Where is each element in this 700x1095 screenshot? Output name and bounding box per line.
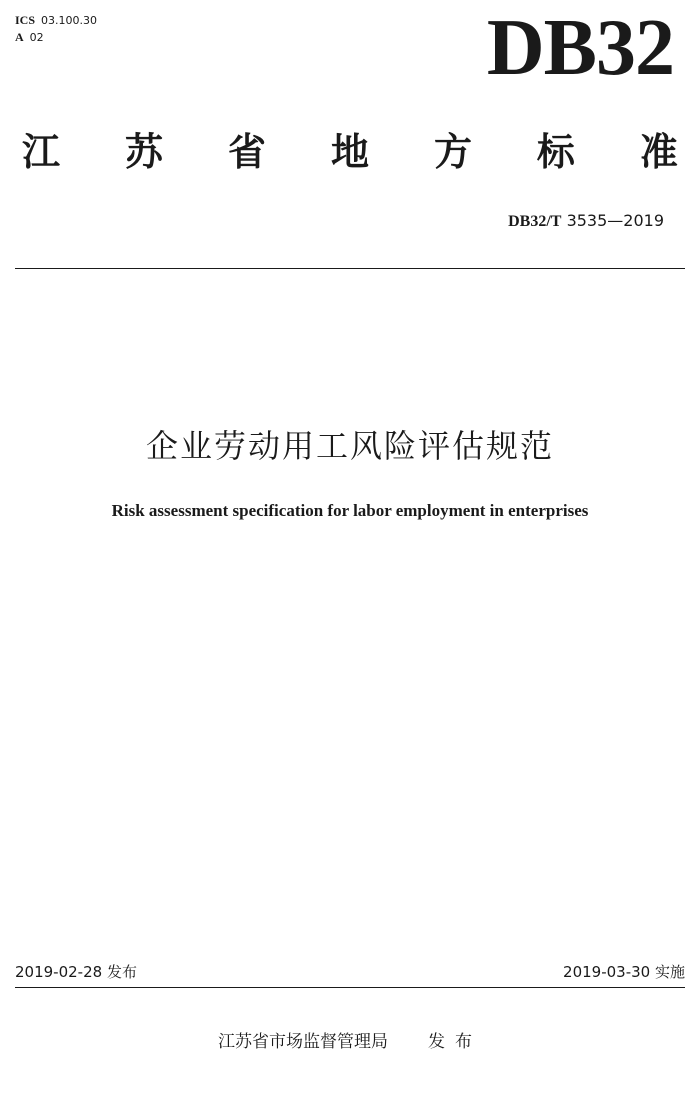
issuer-line [0,1030,700,1054]
ics-row [15,12,97,29]
title-char: 方 [433,130,472,174]
top-divider [15,268,685,269]
title-char: 苏 [124,130,163,174]
class-row [15,29,97,46]
standard-prefix: DB32/T [508,213,562,230]
effective-date: 2019-03-30 实施 [563,963,685,981]
db-code: DB32 [486,4,674,92]
ics-label: ICS [15,13,36,27]
issue-date: 2019-02-28 发布 [15,963,137,981]
classification-codes [15,12,97,46]
title-char: 地 [330,130,369,174]
ics-value: 03.100.30 [41,14,97,27]
issuer-name: 江苏省市场监督管理局 [218,1032,388,1052]
standard-code: 3535—2019 [566,211,664,230]
title-char: 省 [227,130,266,174]
issuer-action: 发布 [428,1032,482,1052]
province-standard-title [22,128,678,176]
bottom-divider [15,987,685,988]
document-title-chinese: 企业劳动用工风险评估规范 [145,427,554,465]
title-char: 江 [22,130,61,174]
class-label: A [15,30,24,44]
title-char: 准 [639,130,678,174]
class-value: 02 [29,31,44,44]
document-title-english: Risk assessment specification for labor employment in enterprises [111,501,589,520]
standard-number [508,210,664,233]
title-char: 标 [536,130,575,174]
